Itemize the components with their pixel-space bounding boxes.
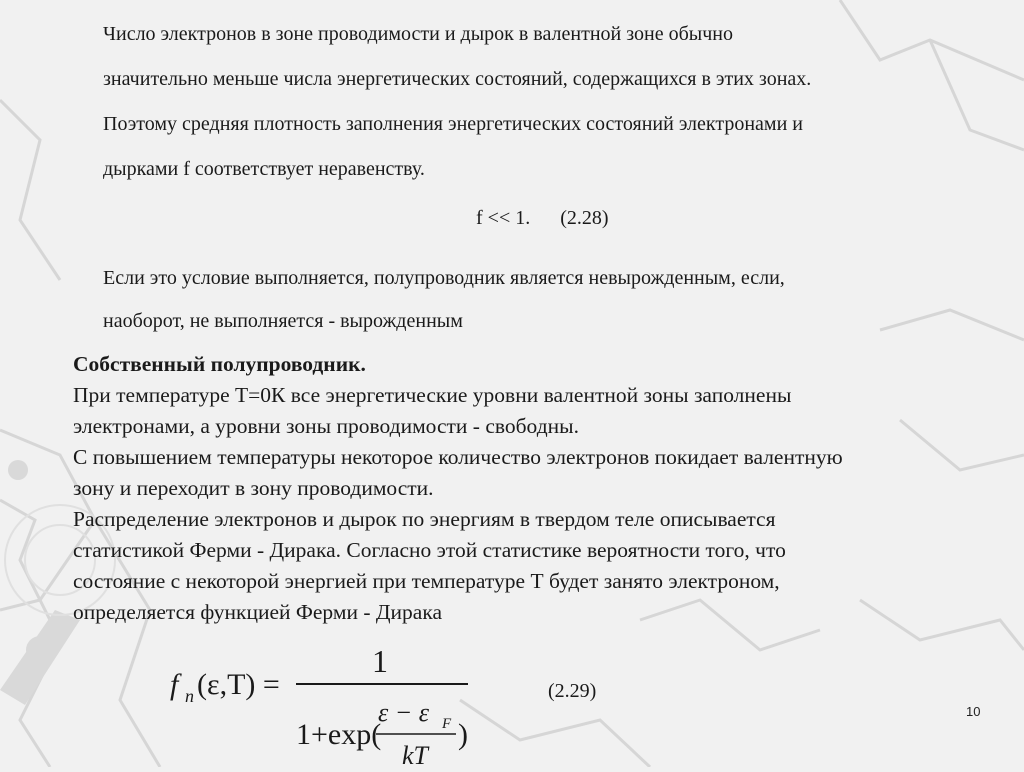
text-line: При температуре Т=0К все энергетические уровни валентной зоны заполнены (73, 383, 792, 407)
equation-number-2-29: (2.29) (548, 680, 597, 702)
equation-number: (2.28) (560, 207, 609, 229)
section-heading: Собственный полупроводник. (73, 352, 366, 376)
text-line: Если это условие выполняется, полупроводник является невырожденным, если, (103, 267, 785, 289)
text-line: Распределение электронов и дырок по энергиям в твердом теле описывается (73, 507, 776, 531)
intro-paragraph (103, 12, 1013, 192)
formula-f: f (170, 668, 179, 701)
formula-inner-denominator: kT (402, 741, 428, 770)
text-line: С повышением температуры некоторое количество электронов покидает валентную (73, 445, 843, 469)
text-line: дырками f соответствует неравенству. (103, 158, 425, 180)
formula-arguments: (ε,T) = (197, 668, 280, 701)
formula-denominator-suffix: ) (458, 718, 468, 751)
text-line: определяется функцией Ферми - Дирака (73, 600, 443, 624)
fermi-dirac-formula (170, 638, 530, 770)
formula-numerator: 1 (372, 643, 388, 679)
equation-2-28 (476, 207, 609, 230)
equation-expression: f << 1. (476, 207, 531, 229)
text-line: электронами, а уровни зоны проводимости - свободны. (73, 414, 579, 438)
text-line: Поэтому средняя плотность заполнения энергетических состояний электронами и (103, 113, 803, 135)
text-line: наоборот, не выполняется - вырожденным (103, 310, 463, 332)
text-line: зону и переходит в зону проводимости. (73, 476, 434, 500)
text-line: состояние с некоторой энергией при температуре Т будет занято электроном, (73, 569, 780, 593)
page-number: 10 (966, 704, 981, 719)
formula-fermi-subscript: F (442, 716, 452, 732)
text-line: Число электронов в зоне проводимости и дырок в валентной зоне обычно (103, 23, 733, 45)
formula-inner-numerator: ε − ε (378, 698, 430, 727)
condition-paragraph (103, 257, 1013, 343)
intrinsic-semiconductor-section (73, 349, 1013, 628)
text-line: статистикой Ферми - Дирака. Согласно этой статистике вероятности того, что (73, 538, 786, 562)
formula-denominator-prefix: 1+exp( (296, 718, 382, 751)
formula-f-subscript: n (185, 686, 194, 706)
text-line: значительно меньше числа энергетических состояний, содержащихся в этих зонах. (103, 68, 812, 90)
